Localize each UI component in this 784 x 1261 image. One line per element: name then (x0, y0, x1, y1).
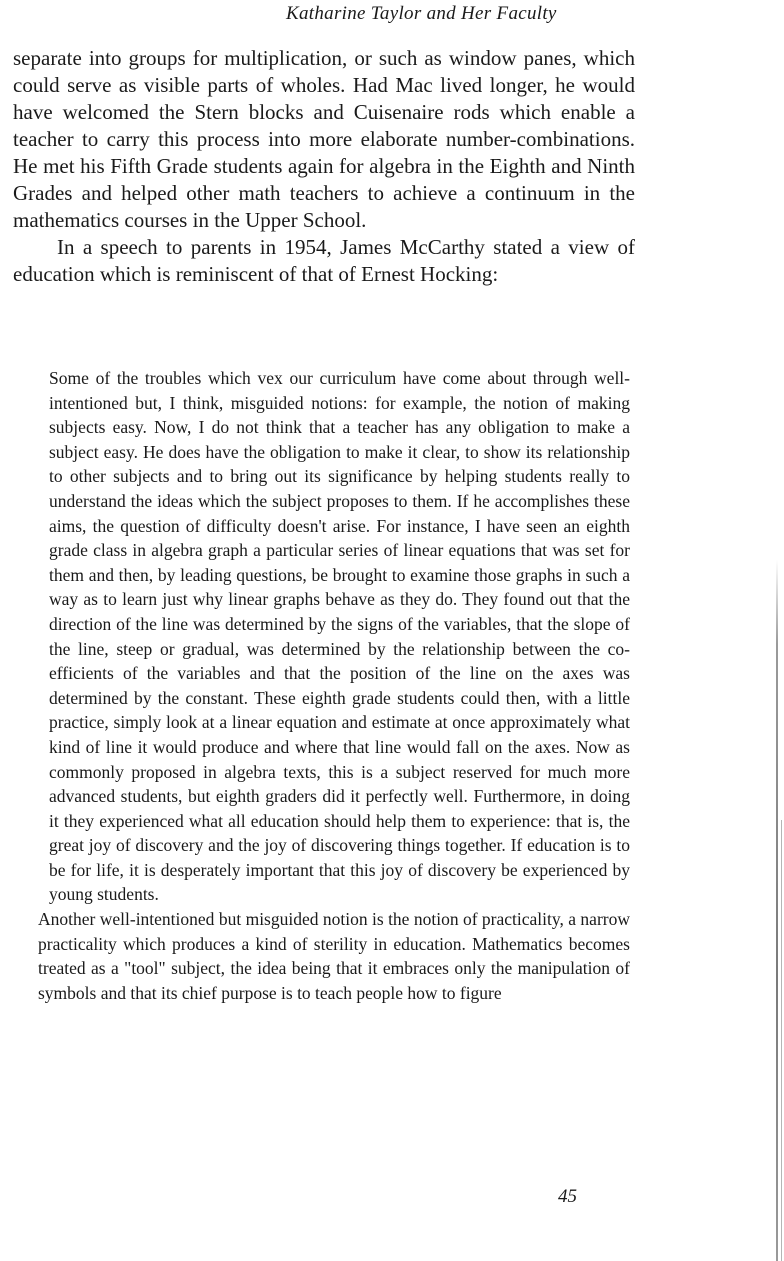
paragraph: separate into groups for multiplication, or such as window panes, which could serve as visible parts of wholes. Had Mac lived longer, he would have welcomed the Stern blocks and Cuisenaire rods which enable a teacher to carry this process into more elaborate number-combinations. He met his Fifth Grade students again for algebra in the Eighth and Ninth Grades and helped other math teachers to achieve a continuum in the mathematics courses in the Upper School. (13, 46, 635, 232)
page-edge-shadow (781, 820, 782, 1261)
block-quote (40, 366, 630, 1005)
page-number: 45 (558, 1186, 577, 1207)
page-edge-shadow (776, 560, 778, 1261)
paragraph: In a speech to parents in 1954, James McCarthy stated a view of education which is reminiscent of that of Ernest Hocking: (13, 235, 635, 286)
quote-paragraph: Some of the troubles which vex our curriculum have come about through well-intentioned but, I think, misguided notions: for example, the notion of making subjects easy. Now, I do not think that a teacher has any obligation to make a subject easy. He does have the obligation to make it clear, to show its relationship to other subjects and to bring out its significance by helping students really to understand the ideas which the subject proposes to them. If he accomplishes these aims, the question of difficulty doesn't arise. For instance, I have seen an eighth grade class in algebra graph a particular series of linear equations that was set for them and then, by leading questions, be brought to examine those graphs in such a way as to learn just why linear graphs behave as they do. They found out that the direction of the line was determined by the signs of the variables, that the slope of the line, steep or gradual, was determined by the relationship between the co-efficients of the variables and that the position of the line on the axes was determined by the constant. These eighth grade students could then, with a little practice, simply look at a linear equation and estimate at once approximately what kind of line it would produce and where that line would fall on the axes. Now as commonly proposed in algebra texts, this is a subject reserved for much more advanced students, but eighth graders did it perfectly well. Furthermore, in doing it they experienced what all education should help them to experience: that is, the great joy of discovery and the joy of discovering things together. If education is to be for life, it is desperately important that this joy of discovery be experienced by young students. (49, 368, 630, 905)
body-text (13, 45, 635, 288)
running-head: Katharine Taylor and Her Faculty (286, 3, 557, 24)
quote-paragraph: Another well-intentioned but misguided notion is the notion of practicality, a narrow practicality which produces a kind of sterility in education. Mathematics becomes treated as a "tool" subject, the idea being that it embraces only the manipulation of symbols and that its chief purpose is to teach people how to figure (38, 909, 630, 1003)
